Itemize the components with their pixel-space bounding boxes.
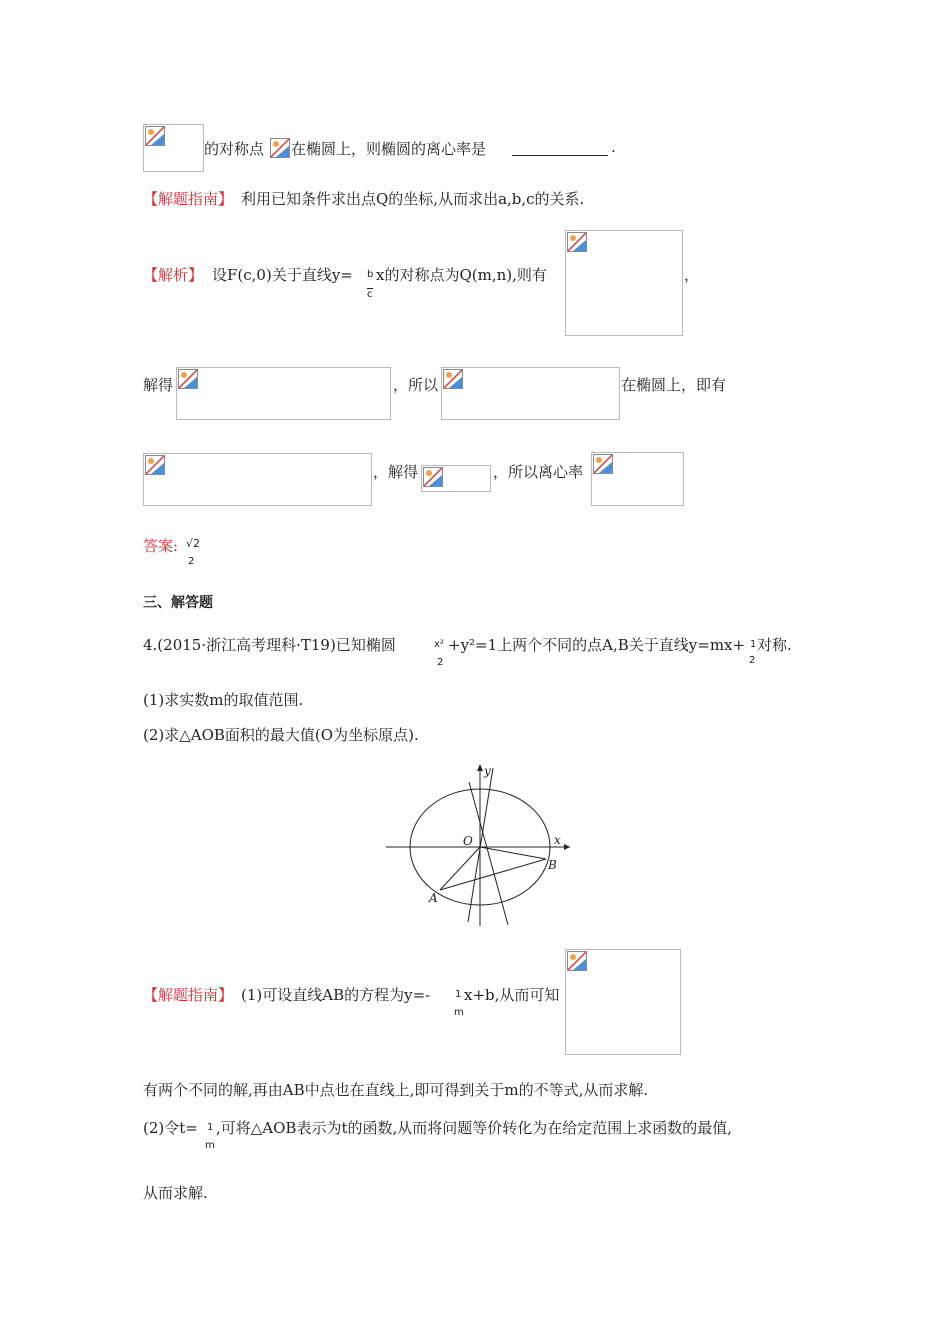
broken-image-icon	[145, 126, 165, 146]
ecc-text: ，所以离心率	[493, 463, 584, 481]
o-label: O	[463, 834, 473, 848]
q4-intro: 4.(2015·浙江高考理科·T19)已知椭圆	[143, 636, 396, 654]
q4-part1: (1)求实数m的取值范围.	[143, 691, 304, 709]
broken-image-icon	[567, 951, 587, 971]
analysis-text-2: x的对称点为Q(m,n),则有	[376, 266, 547, 284]
fraction-numerator: 1	[750, 639, 757, 650]
fraction-denominator: m	[205, 1140, 215, 1151]
q4-intro-2: +y²=1上两个不同的点A,B关于直线y=mx+	[448, 636, 746, 654]
b-label: B	[548, 858, 557, 872]
solve-label-2: ，解得	[373, 463, 419, 481]
hint-tag: 【解题指南】	[143, 986, 234, 1004]
ellipse-figure	[380, 760, 580, 930]
broken-image-icon	[145, 455, 165, 475]
fraction-denominator: 2	[749, 655, 756, 666]
broken-image-icon	[443, 369, 463, 389]
fraction-denominator: c	[367, 289, 373, 300]
hint4-line2: 有两个不同的解,再由AB中点也在直线上,即可得到关于m的不等式,从而求解.	[143, 1081, 649, 1099]
q4-intro-3: 对称.	[757, 636, 792, 654]
answer-numerator: √2	[186, 537, 201, 550]
hint4-text-2: x+b,从而可知	[464, 986, 560, 1004]
q3-text-2: 在椭圆上，则椭圆的离心率是	[291, 140, 487, 158]
formula-image-placeholder	[143, 124, 204, 172]
formula-image-placeholder	[441, 367, 620, 420]
q3-text: 的对称点	[204, 140, 265, 158]
hint4-text: (1)可设直线AB的方程为y=-	[241, 986, 431, 1004]
hint-text: 利用已知条件求出点Q的坐标,从而求出a,b,c的关系.	[241, 190, 585, 208]
formula-image-placeholder	[565, 230, 683, 336]
so-text: ，所以	[393, 376, 439, 394]
formula-image-placeholder	[143, 453, 372, 506]
y-axis-arrow	[477, 764, 483, 771]
x-label: x	[554, 833, 561, 847]
broken-image-icon	[423, 467, 443, 487]
formula-image-placeholder	[591, 452, 684, 506]
segment-ab	[440, 859, 546, 890]
hint-tag: 【解题指南】	[143, 190, 234, 208]
hint4-line4: 从而求解.	[143, 1184, 208, 1202]
broken-image-icon	[270, 138, 290, 158]
answer-label: 答案:	[143, 537, 179, 555]
fraction-numerator: b	[367, 269, 374, 280]
answer-blank	[512, 155, 608, 156]
formula-image-placeholder	[270, 138, 291, 159]
fraction-numerator: 1	[455, 989, 462, 1000]
y-label: y	[484, 764, 491, 778]
answer-denominator: 2	[188, 556, 195, 567]
x-axis-arrow	[564, 844, 570, 850]
broken-image-icon	[593, 454, 613, 474]
q4-part2: (2)求△AOB面积的最大值(O为坐标原点).	[143, 726, 419, 744]
formula-image-placeholder	[565, 949, 681, 1055]
formula-image-placeholder	[421, 465, 491, 492]
solve-label: 解得	[143, 376, 174, 394]
formula-image-placeholder	[176, 367, 391, 420]
q3-period: .	[611, 138, 616, 156]
on-ellipse-text: 在椭圆上，即有	[621, 376, 727, 394]
fraction-denominator: 2	[437, 657, 444, 668]
hint4-line3-2: ,可将△AOB表示为t的函数,从而将问题等价转化为在给定范围上求函数的最值,	[216, 1119, 733, 1137]
section-title: 三、解答题	[143, 595, 213, 611]
analysis-tag: 【解析】	[143, 266, 204, 284]
broken-image-icon	[178, 369, 198, 389]
hint4-line3: (2)令t=	[143, 1119, 198, 1137]
fraction-numerator: x²	[434, 639, 444, 650]
a-label: A	[429, 891, 438, 905]
analysis-text: 设F(c,0)关于直线y=	[212, 266, 353, 284]
fraction-numerator: 1	[207, 1122, 214, 1133]
broken-image-icon	[567, 232, 587, 252]
fraction-denominator: m	[454, 1007, 464, 1018]
symmetry-line	[469, 782, 508, 925]
comma: ，	[684, 266, 700, 284]
